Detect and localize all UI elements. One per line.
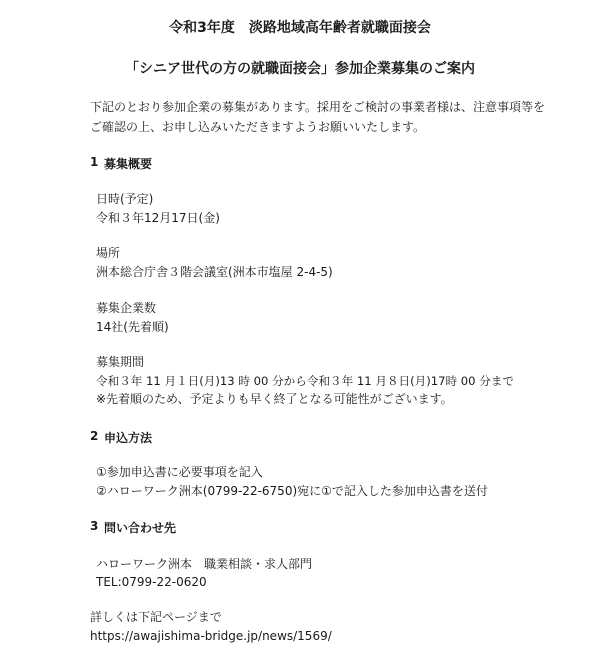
period-heading: 募集期間	[96, 355, 145, 369]
period-value: 令和３年 11 月１日(月)13 時 00 分から令和３年 11 月８日(月)17時 00 分まで	[96, 374, 515, 388]
schedule-value: 令和３年12月17日(金)	[96, 211, 220, 225]
period-note: ※先着順のため、予定よりも早く終了となる可能性がございます。	[96, 392, 453, 406]
section-2-heading: 申込方法	[104, 431, 153, 445]
venue-heading: 場所	[96, 246, 121, 260]
section-2-number: 2	[90, 429, 99, 443]
details-label: 詳しくは下記ページまで	[90, 610, 222, 624]
document-title-line1: 令和3年度 淡路地域高年齢者就職面接会	[169, 20, 431, 36]
section-1-heading: 募集概要	[104, 157, 153, 171]
application-step-1: ①参加申込書に必要事項を記入	[96, 465, 263, 479]
document-title-line2: 「シニア世代の方の就職面接会」参加企業募集のご案内	[125, 61, 475, 77]
section-3-heading: 問い合わせ先	[104, 521, 177, 535]
schedule-heading: 日時(予定)	[96, 192, 154, 206]
section-3-number: 3	[90, 519, 99, 533]
venue-value: 洲本総合庁舎３階会議室(洲本市塩屋 2-4-5)	[96, 265, 333, 279]
company-count-heading: 募集企業数	[96, 301, 157, 315]
contact-phone: TEL:0799-22-0620	[96, 575, 207, 589]
application-step-2: ②ハローワーク洲本(0799-22-6750)宛に①で記入した参加申込書を送付	[96, 484, 488, 498]
section-1-number: 1	[90, 155, 99, 169]
intro-paragraph: 下記のとおり参加企業の募集があります。採用をご検討の事業者様は、注意事項等をご確認の上、お申し込みいただきますようお願いいたします。	[90, 100, 546, 134]
details-url[interactable]: https://awajishima-bridge.jp/news/1569/	[90, 629, 332, 643]
contact-office: ハローワーク洲本 職業相談・求人部門	[96, 557, 313, 571]
company-count-value: 14社(先着順)	[96, 320, 169, 334]
